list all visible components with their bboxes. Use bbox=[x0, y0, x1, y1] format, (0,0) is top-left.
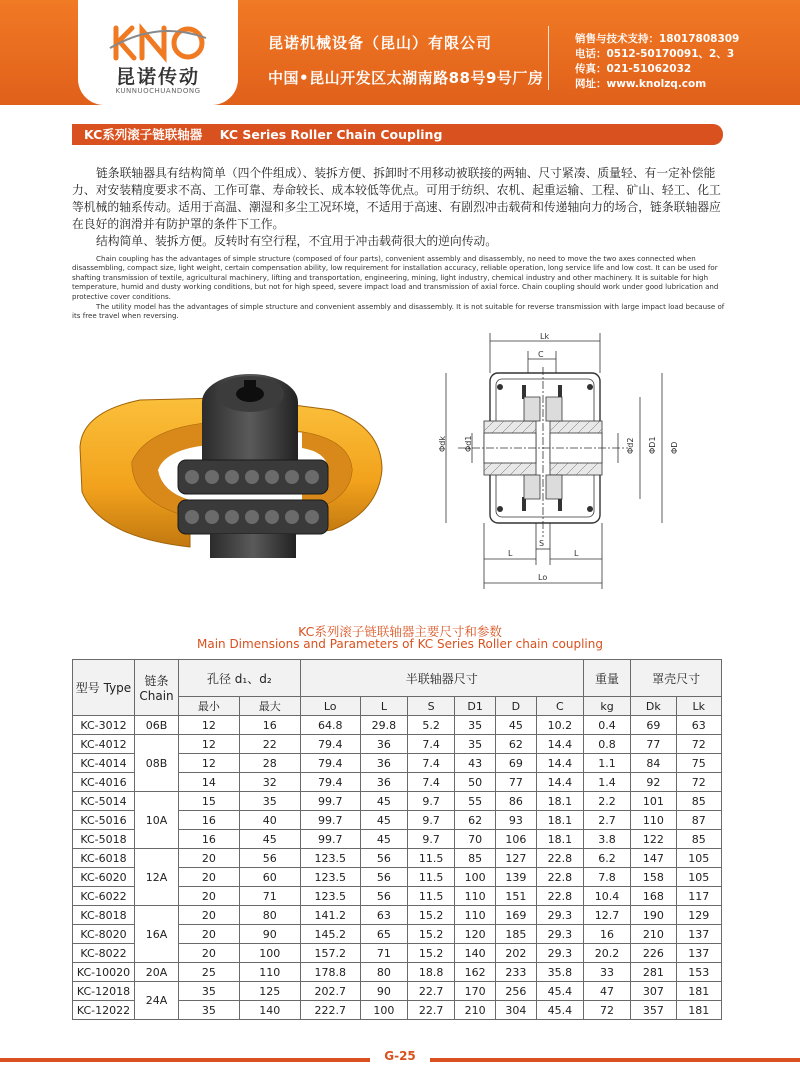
cell-value: 5.2 bbox=[408, 716, 455, 735]
company-address: 中国•昆山开发区太湖南路88号9号厂房 bbox=[268, 69, 544, 87]
cell-value: 141.2 bbox=[300, 906, 360, 925]
table-caption-cn: KC系列滚子链联轴器主要尺寸和参数 bbox=[298, 624, 502, 639]
cell-value: 222.7 bbox=[300, 1001, 360, 1020]
dim-l-left-label: L bbox=[508, 549, 513, 558]
table-row bbox=[73, 982, 722, 1001]
cell-value: 100 bbox=[455, 868, 496, 887]
cell-value: 70 bbox=[455, 830, 496, 849]
cell-value: 56 bbox=[360, 849, 407, 868]
dim-D1-label: ΦD1 bbox=[648, 436, 657, 454]
cell-value: 29.8 bbox=[360, 716, 407, 735]
cell-value: 123.5 bbox=[300, 887, 360, 906]
dim-d2-label: Φd2 bbox=[626, 437, 635, 454]
cell-value: 65 bbox=[360, 925, 407, 944]
cell-value: 16 bbox=[583, 925, 630, 944]
cell-value: 20 bbox=[179, 887, 240, 906]
cell-value: 20 bbox=[179, 944, 240, 963]
cell-value: 1.1 bbox=[583, 754, 630, 773]
cell-value: 100 bbox=[239, 944, 300, 963]
sub-lo: Lo bbox=[300, 697, 360, 716]
cell-value: 79.4 bbox=[300, 754, 360, 773]
cell-value: 181 bbox=[676, 982, 721, 1001]
cell-value: 226 bbox=[631, 944, 676, 963]
cell-value: 72 bbox=[583, 1001, 630, 1020]
cell-value: 35 bbox=[455, 716, 496, 735]
cell-value: 6.2 bbox=[583, 849, 630, 868]
page-number: G-25 bbox=[370, 1049, 430, 1063]
cell-value: 64.8 bbox=[300, 716, 360, 735]
cell-chain: 10A bbox=[135, 792, 179, 849]
cell-value: 90 bbox=[239, 925, 300, 944]
intro-en-paragraph-1: Chain coupling has the advantages of simple structure (composed of four parts), convenient assembly and disassembly, no need to move the two axes connected when disassembling, compact size, light weight, certain compensation ability, low requirement for installation accuracy, reliable operation, long service life and low cost. It can be used for shafting transmission of textile, agricultural machinery, lifting and transportation, engineering, mining, light industry, chemical industry and other machinery. It is suitable for high temperature, humid and dusty working conditions, but not for high speed, severe impact load and transmission of axial force. Chain coupling should work under good lubrication and protective cover conditions. bbox=[72, 254, 719, 301]
cell-value: 14.4 bbox=[536, 773, 583, 792]
cell-value: 87 bbox=[676, 811, 721, 830]
header-divider bbox=[548, 26, 549, 90]
cell-value: 7.4 bbox=[408, 773, 455, 792]
cell-value: 20 bbox=[179, 925, 240, 944]
intro-cn-paragraph-1: 链条联轴器具有结构简单（四个件组成）、装拆方便、拆卸时不用移动被联接的两轴、尺寸紧凑、质量轻、有一定补偿能力、对安装精度要求不高、工作可靠、寿命较长、成本较低等优点。可用于纺织、农机、起重运输、工程、矿山、轻工、化工等机械的轴系传动。适用于高温、潮湿和多尘工况环境，不适用于高速、有剧烈冲击载荷和传递轴向力的场合，链条联轴器应在良好的润滑并有防护罩的条件下工作。 bbox=[72, 166, 721, 231]
cell-value: 14.4 bbox=[536, 754, 583, 773]
cell-value: 9.7 bbox=[408, 830, 455, 849]
cell-value: 20.2 bbox=[583, 944, 630, 963]
sub-min: 最小 bbox=[179, 697, 240, 716]
company-logo bbox=[78, 0, 238, 105]
cell-model: KC-4014 bbox=[73, 754, 135, 773]
cell-value: 12.7 bbox=[583, 906, 630, 925]
cell-value: 110 bbox=[631, 811, 676, 830]
cell-value: 168 bbox=[631, 887, 676, 906]
cell-value: 85 bbox=[455, 849, 496, 868]
cell-value: 169 bbox=[495, 906, 536, 925]
table-body bbox=[73, 716, 722, 1020]
cell-value: 2.2 bbox=[583, 792, 630, 811]
table-row bbox=[73, 716, 722, 735]
cell-value: 1.4 bbox=[583, 773, 630, 792]
cell-value: 147 bbox=[631, 849, 676, 868]
cell-value: 36 bbox=[360, 754, 407, 773]
cell-value: 45 bbox=[360, 811, 407, 830]
cell-value: 22.8 bbox=[536, 868, 583, 887]
sub-d: D bbox=[495, 697, 536, 716]
cell-value: 7.4 bbox=[408, 735, 455, 754]
cell-value: 233 bbox=[495, 963, 536, 982]
cell-value: 137 bbox=[676, 925, 721, 944]
cell-value: 12 bbox=[179, 735, 240, 754]
cell-value: 35 bbox=[455, 735, 496, 754]
cell-chain: 08B bbox=[135, 735, 179, 792]
cell-model: KC-5016 bbox=[73, 811, 135, 830]
logo-chinese-name: 昆诺传动 bbox=[115, 66, 200, 88]
cell-value: 110 bbox=[455, 906, 496, 925]
cell-chain: 20A bbox=[135, 963, 179, 982]
cell-value: 63 bbox=[360, 906, 407, 925]
cell-value: 7.8 bbox=[583, 868, 630, 887]
sub-dk: Dk bbox=[631, 697, 676, 716]
cell-value: 137 bbox=[676, 944, 721, 963]
cell-value: 117 bbox=[676, 887, 721, 906]
cell-value: 56 bbox=[360, 887, 407, 906]
cell-value: 127 bbox=[495, 849, 536, 868]
header-weight: 重量 bbox=[583, 660, 630, 697]
cell-value: 157.2 bbox=[300, 944, 360, 963]
cell-value: 151 bbox=[495, 887, 536, 906]
dim-c-label: C bbox=[538, 350, 544, 359]
cell-value: 45 bbox=[360, 830, 407, 849]
cell-chain: 24A bbox=[135, 982, 179, 1020]
cell-value: 145.2 bbox=[300, 925, 360, 944]
cell-value: 32 bbox=[239, 773, 300, 792]
cell-value: 210 bbox=[631, 925, 676, 944]
cell-model: KC-8022 bbox=[73, 944, 135, 963]
cell-value: 45.4 bbox=[536, 1001, 583, 1020]
cell-value: 122 bbox=[631, 830, 676, 849]
cell-value: 85 bbox=[676, 792, 721, 811]
cell-value: 105 bbox=[676, 868, 721, 887]
cell-value: 22 bbox=[239, 735, 300, 754]
cell-value: 71 bbox=[239, 887, 300, 906]
cell-value: 77 bbox=[631, 735, 676, 754]
cell-value: 106 bbox=[495, 830, 536, 849]
cell-value: 9.7 bbox=[408, 811, 455, 830]
sub-d1: D1 bbox=[455, 697, 496, 716]
cell-value: 79.4 bbox=[300, 773, 360, 792]
cell-value: 2.7 bbox=[583, 811, 630, 830]
cell-value: 22.7 bbox=[408, 1001, 455, 1020]
cell-value: 181 bbox=[676, 1001, 721, 1020]
header-bore: 孔径 d₁、d₂ bbox=[179, 660, 301, 697]
office-phone: 电话：0512-50170091、2、3 bbox=[575, 48, 735, 60]
cell-value: 20 bbox=[179, 868, 240, 887]
cell-value: 11.5 bbox=[408, 868, 455, 887]
cell-value: 3.8 bbox=[583, 830, 630, 849]
dim-lk-label: Lk bbox=[540, 332, 550, 341]
cell-value: 162 bbox=[455, 963, 496, 982]
cell-value: 139 bbox=[495, 868, 536, 887]
cell-value: 86 bbox=[495, 792, 536, 811]
header-chain: 链条 Chain bbox=[135, 660, 179, 716]
cell-value: 304 bbox=[495, 1001, 536, 1020]
cell-value: 93 bbox=[495, 811, 536, 830]
kno-logo-icon bbox=[108, 20, 208, 64]
cell-value: 45 bbox=[360, 792, 407, 811]
cell-value: 210 bbox=[455, 1001, 496, 1020]
cell-value: 50 bbox=[455, 773, 496, 792]
cell-value: 22.8 bbox=[536, 849, 583, 868]
cell-value: 20 bbox=[179, 849, 240, 868]
cell-model: KC-3012 bbox=[73, 716, 135, 735]
header-cover: 罩壳尺寸 bbox=[631, 660, 722, 697]
cell-value: 25 bbox=[179, 963, 240, 982]
sub-l: L bbox=[360, 697, 407, 716]
cell-value: 190 bbox=[631, 906, 676, 925]
cell-value: 12 bbox=[179, 716, 240, 735]
cell-value: 80 bbox=[360, 963, 407, 982]
dim-l-right-label: L bbox=[574, 549, 579, 558]
sub-kg: kg bbox=[583, 697, 630, 716]
cell-value: 140 bbox=[455, 944, 496, 963]
cell-value: 123.5 bbox=[300, 849, 360, 868]
cell-value: 7.4 bbox=[408, 754, 455, 773]
sales-phone: 销售与技术支持：18017808309 bbox=[575, 33, 740, 45]
page-header bbox=[0, 0, 800, 105]
cell-model: KC-6022 bbox=[73, 887, 135, 906]
cell-value: 35.8 bbox=[536, 963, 583, 982]
cell-value: 158 bbox=[631, 868, 676, 887]
cell-value: 72 bbox=[676, 773, 721, 792]
dim-D-label: ΦD bbox=[670, 441, 679, 454]
logo-english-name: KUNNUOCHUANDONG bbox=[115, 87, 201, 95]
table-row bbox=[73, 735, 722, 754]
cell-value: 12 bbox=[179, 754, 240, 773]
contact-info bbox=[575, 32, 739, 92]
cell-value: 10.4 bbox=[583, 887, 630, 906]
cell-model: KC-5018 bbox=[73, 830, 135, 849]
cell-model: KC-6020 bbox=[73, 868, 135, 887]
cell-model: KC-4016 bbox=[73, 773, 135, 792]
cell-chain: 06B bbox=[135, 716, 179, 735]
company-info bbox=[268, 32, 543, 88]
intro-en-paragraph-2: The utility model has the advantages of simple structure and convenient assembly and disassembly. It is not suitable for reverse transmission with large impact load because of its free travel when reversing. bbox=[72, 302, 725, 321]
cell-value: 55 bbox=[455, 792, 496, 811]
cell-value: 43 bbox=[455, 754, 496, 773]
cell-value: 35 bbox=[179, 982, 240, 1001]
cell-model: KC-12018 bbox=[73, 982, 135, 1001]
cell-model: KC-8018 bbox=[73, 906, 135, 925]
cell-value: 11.5 bbox=[408, 887, 455, 906]
cell-value: 16 bbox=[179, 811, 240, 830]
cell-value: 40 bbox=[239, 811, 300, 830]
coupling-product-photo bbox=[70, 352, 390, 567]
cell-value: 33 bbox=[583, 963, 630, 982]
cell-value: 100 bbox=[360, 1001, 407, 1020]
cell-value: 0.4 bbox=[583, 716, 630, 735]
cell-value: 9.7 bbox=[408, 792, 455, 811]
table-row bbox=[73, 792, 722, 811]
cell-value: 69 bbox=[631, 716, 676, 735]
cell-value: 15 bbox=[179, 792, 240, 811]
cell-value: 15.2 bbox=[408, 906, 455, 925]
cell-model: KC-12022 bbox=[73, 1001, 135, 1020]
cell-model: KC-8020 bbox=[73, 925, 135, 944]
cell-chain: 16A bbox=[135, 906, 179, 963]
cell-value: 45 bbox=[495, 716, 536, 735]
cell-value: 15.2 bbox=[408, 925, 455, 944]
cell-value: 75 bbox=[676, 754, 721, 773]
cell-value: 170 bbox=[455, 982, 496, 1001]
cell-value: 10.2 bbox=[536, 716, 583, 735]
cell-value: 281 bbox=[631, 963, 676, 982]
fax-number: 传真：021-51062032 bbox=[575, 63, 692, 75]
intro-cn-paragraph-2: 结构简单、装拆方便。反转时有空行程，不宜用于冲击载荷很大的逆向传动。 bbox=[96, 234, 498, 248]
cell-value: 202.7 bbox=[300, 982, 360, 1001]
header-half-coupling: 半联轴器尺寸 bbox=[300, 660, 583, 697]
intro-text bbox=[72, 165, 725, 321]
cell-value: 15.2 bbox=[408, 944, 455, 963]
cell-value: 0.8 bbox=[583, 735, 630, 754]
cell-value: 29.3 bbox=[536, 925, 583, 944]
cell-model: KC-4012 bbox=[73, 735, 135, 754]
cell-value: 62 bbox=[455, 811, 496, 830]
cell-value: 35 bbox=[239, 792, 300, 811]
cell-value: 105 bbox=[676, 849, 721, 868]
cell-value: 110 bbox=[239, 963, 300, 982]
cell-value: 56 bbox=[360, 868, 407, 887]
cell-value: 16 bbox=[179, 830, 240, 849]
table-caption-en: Main Dimensions and Parameters of KC Series Roller chain coupling bbox=[196, 637, 603, 651]
dim-d1-label: Φd1 bbox=[464, 435, 473, 452]
table-row bbox=[73, 963, 722, 982]
cell-value: 99.7 bbox=[300, 830, 360, 849]
cell-value: 47 bbox=[583, 982, 630, 1001]
cell-value: 36 bbox=[360, 773, 407, 792]
table-row bbox=[73, 906, 722, 925]
cell-value: 125 bbox=[239, 982, 300, 1001]
cell-value: 101 bbox=[631, 792, 676, 811]
cell-value: 140 bbox=[239, 1001, 300, 1020]
table-header-row bbox=[73, 660, 722, 697]
cell-value: 123.5 bbox=[300, 868, 360, 887]
cell-value: 18.1 bbox=[536, 830, 583, 849]
spec-table bbox=[72, 659, 722, 1020]
cell-value: 178.8 bbox=[300, 963, 360, 982]
cell-value: 79.4 bbox=[300, 735, 360, 754]
cell-value: 22.7 bbox=[408, 982, 455, 1001]
cell-value: 357 bbox=[631, 1001, 676, 1020]
cell-value: 20 bbox=[179, 906, 240, 925]
sub-s: S bbox=[408, 697, 455, 716]
cell-value: 85 bbox=[676, 830, 721, 849]
cell-value: 18.1 bbox=[536, 792, 583, 811]
cell-value: 307 bbox=[631, 982, 676, 1001]
cell-value: 71 bbox=[360, 944, 407, 963]
dim-s-label: S bbox=[539, 539, 545, 548]
cell-model: KC-6018 bbox=[73, 849, 135, 868]
cell-value: 35 bbox=[179, 1001, 240, 1020]
cell-value: 14 bbox=[179, 773, 240, 792]
cell-value: 22.8 bbox=[536, 887, 583, 906]
cell-value: 99.7 bbox=[300, 811, 360, 830]
coupling-dimension-drawing bbox=[428, 327, 718, 595]
company-name: 昆诺机械设备（昆山）有限公司 bbox=[268, 34, 493, 52]
cell-value: 29.3 bbox=[536, 906, 583, 925]
cell-chain: 12A bbox=[135, 849, 179, 906]
sub-max: 最大 bbox=[239, 697, 300, 716]
cell-value: 56 bbox=[239, 849, 300, 868]
cell-value: 36 bbox=[360, 735, 407, 754]
cell-value: 92 bbox=[631, 773, 676, 792]
cell-value: 202 bbox=[495, 944, 536, 963]
cell-model: KC-5014 bbox=[73, 792, 135, 811]
cell-value: 45 bbox=[239, 830, 300, 849]
cell-value: 14.4 bbox=[536, 735, 583, 754]
website: 网址：www.knolzq.com bbox=[575, 78, 707, 90]
dim-dk-label: Φdk bbox=[438, 435, 447, 452]
cell-value: 129 bbox=[676, 906, 721, 925]
cell-value: 90 bbox=[360, 982, 407, 1001]
cell-value: 28 bbox=[239, 754, 300, 773]
section-title: KC系列滚子链联轴器 KC Series Roller Chain Coupling bbox=[72, 124, 723, 145]
cell-value: 29.3 bbox=[536, 944, 583, 963]
cell-value: 99.7 bbox=[300, 792, 360, 811]
sub-lk: Lk bbox=[676, 697, 721, 716]
cell-value: 11.5 bbox=[408, 849, 455, 868]
cell-value: 256 bbox=[495, 982, 536, 1001]
cell-value: 63 bbox=[676, 716, 721, 735]
cell-model: KC-10020 bbox=[73, 963, 135, 982]
sub-c: C bbox=[536, 697, 583, 716]
header-model: 型号 Type bbox=[73, 660, 135, 716]
cell-value: 18.8 bbox=[408, 963, 455, 982]
cell-value: 120 bbox=[455, 925, 496, 944]
cell-value: 77 bbox=[495, 773, 536, 792]
cell-value: 84 bbox=[631, 754, 676, 773]
dim-lo-label: Lo bbox=[538, 573, 548, 582]
cell-value: 110 bbox=[455, 887, 496, 906]
cell-value: 45.4 bbox=[536, 982, 583, 1001]
cell-value: 60 bbox=[239, 868, 300, 887]
cell-value: 80 bbox=[239, 906, 300, 925]
cell-value: 69 bbox=[495, 754, 536, 773]
cell-value: 18.1 bbox=[536, 811, 583, 830]
cell-value: 62 bbox=[495, 735, 536, 754]
cell-value: 72 bbox=[676, 735, 721, 754]
table-row bbox=[73, 849, 722, 868]
cell-value: 185 bbox=[495, 925, 536, 944]
cell-value: 153 bbox=[676, 963, 721, 982]
cell-value: 16 bbox=[239, 716, 300, 735]
